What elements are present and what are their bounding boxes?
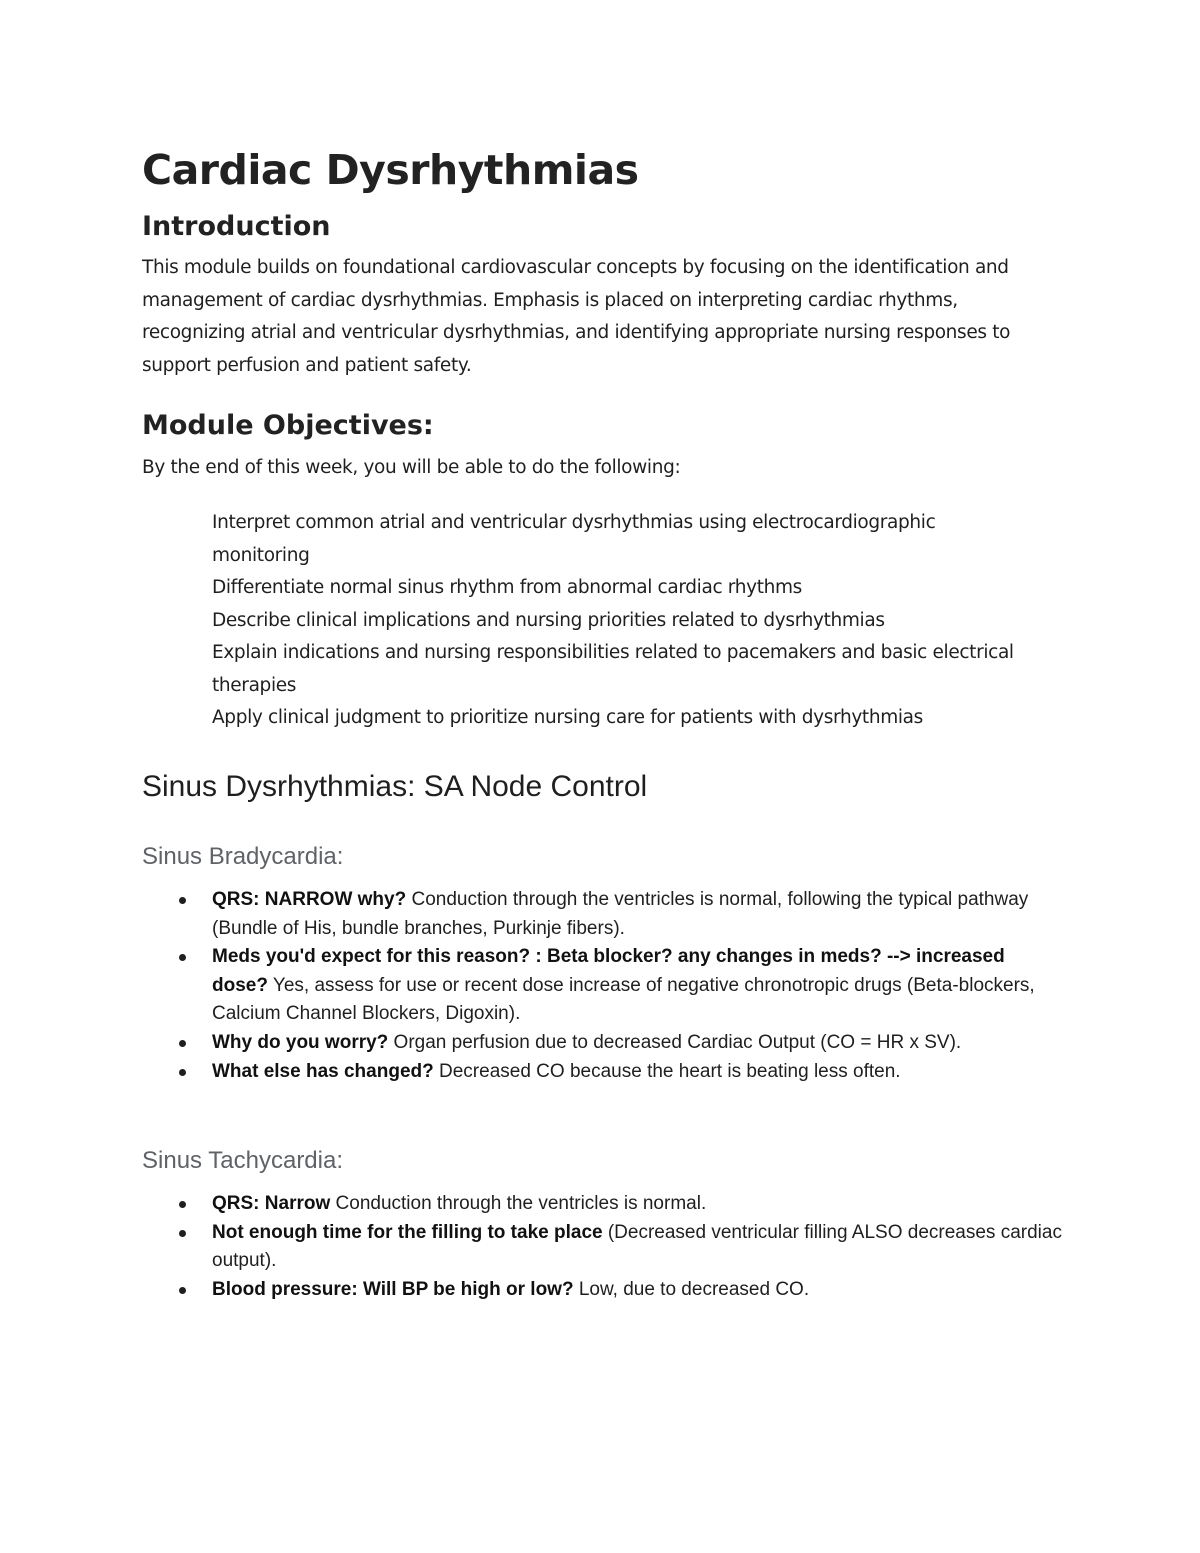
list-item	[212, 943, 1062, 1029]
list-item-answer: Low, due to decreased CO.	[573, 1278, 810, 1300]
document-title: Cardiac Dysrhythmias	[142, 146, 639, 194]
bullet-icon	[179, 1201, 186, 1208]
sinus-bradycardia-heading: Sinus Bradycardia:	[142, 843, 344, 870]
list-item-answer: (Decreased ventricular filling ALSO decreases cardiac output).	[212, 1221, 1062, 1272]
list-item-answer: Organ perfusion due to decreased Cardiac Output (CO = HR x SV).	[388, 1031, 962, 1053]
list-item-answer: Conduction through the ventricles is normal, following the typical pathway (Bundle of His, bundle branches, Purkinje fibers).	[212, 889, 1029, 939]
list-item	[212, 1190, 1062, 1219]
list-item-question: Blood pressure: Will BP be high or low?	[212, 1278, 574, 1300]
list-item	[212, 886, 1062, 943]
bullet-icon	[179, 954, 186, 961]
bradycardia-list	[212, 886, 1062, 1086]
bullet-icon	[179, 1287, 186, 1294]
objective-item: Explain indications and nursing responsibilities related to pacemakers and basic electrical therapies	[212, 642, 1014, 696]
list-item	[212, 1219, 1062, 1276]
introduction-paragraph: This module builds on foundational cardiovascular concepts by focusing on the identification and management of cardiac dysrhythmias. Emphasis is placed on interpreting cardiac rhythms, recognizing atrial and ventricular dysrhythmias, and identifying appropriate nursing responses to support perfusion and patient safety.	[142, 257, 1011, 376]
bullet-icon	[179, 897, 186, 904]
list-item-question: Not enough time for the filling to take place	[212, 1221, 603, 1243]
bullet-icon	[179, 1230, 186, 1237]
objective-item: Describe clinical implications and nursing priorities related to dysrhythmias	[212, 609, 885, 631]
objective-item: Interpret common atrial and ventricular dysrhythmias using electrocardiographic monitoring	[212, 512, 936, 566]
objectives-list	[212, 507, 1032, 735]
introduction-heading: Introduction	[142, 211, 331, 242]
objectives-heading: Module Objectives:	[142, 410, 434, 441]
bullet-icon	[179, 1040, 186, 1047]
list-item	[212, 1058, 1062, 1087]
list-item-question: Why do you worry?	[212, 1031, 389, 1053]
list-item-answer: Yes, assess for use or recent dose increase of negative chronotropic drugs (Beta-blockers, Calcium Channel Blockers, Digoxin).	[212, 974, 1035, 1025]
sinus-tachycardia-heading: Sinus Tachycardia:	[142, 1147, 343, 1174]
objective-item: Apply clinical judgment to prioritize nursing care for patients with dysrhythmias	[212, 707, 923, 728]
list-item	[212, 1276, 1062, 1305]
list-item-question: Meds you'd expect for this reason? : Beta blocker? any changes in meds? --> increased dose?	[212, 946, 1005, 996]
list-item-question: QRS: NARROW why?	[212, 889, 407, 910]
list-item	[212, 1029, 1062, 1058]
list-item-question: QRS: Narrow	[212, 1193, 331, 1214]
sinus-dysrhythmias-heading: Sinus Dysrhythmias: SA Node Control	[142, 770, 648, 803]
objective-item: Differentiate normal sinus rhythm from abnormal cardiac rhythms	[212, 577, 802, 598]
list-item-question: What else has changed?	[212, 1060, 434, 1082]
list-item-answer: Decreased CO because the heart is beating less often.	[433, 1060, 901, 1082]
objectives-lead: By the end of this week, you will be able to do the following:	[142, 457, 681, 478]
bullet-icon	[179, 1069, 186, 1076]
list-item-answer: Conduction through the ventricles is normal.	[330, 1193, 707, 1214]
tachycardia-list	[212, 1190, 1062, 1304]
